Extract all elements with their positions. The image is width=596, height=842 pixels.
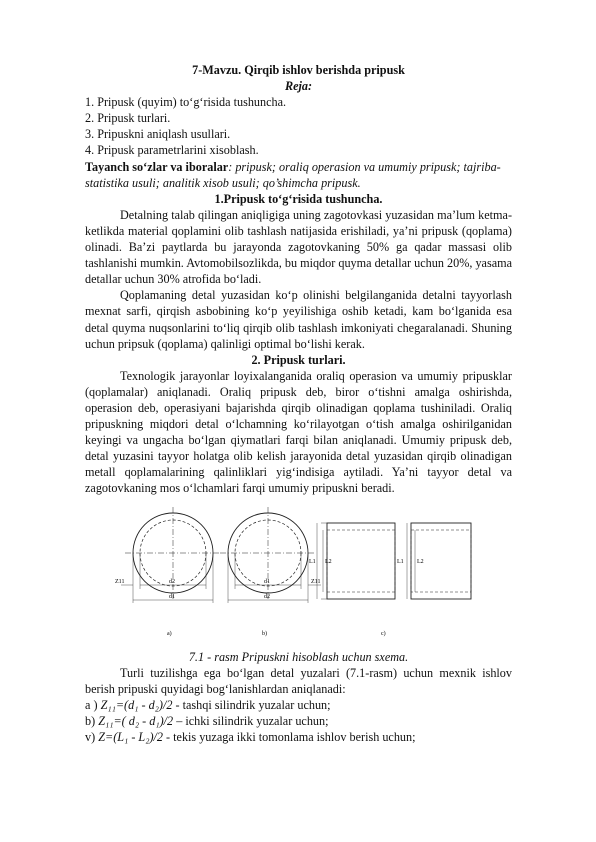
formula-expression: Z₁₁=( d₂ - d₁)/2	[98, 713, 174, 728]
formula-description: - tekis yuzaga ikki tomonlama ishlov berish uchun;	[163, 730, 416, 744]
formula-description: - tashqi silindrik yuzalar uchun;	[172, 697, 331, 712]
label-d1-a: d1	[169, 593, 175, 600]
section1-paragraph: Qoplamaning detal yuzasidan ko‘p olinishi belgilanganida detalni tayyorlash mexnat sarfi, qirqish asbobining ko‘p yeyilishiga oshib ketadi, kam bo‘lganida esa detal quyma nuqsonlarini to‘liq qirqib olib tashlash imkoniyati chegaralanadi. Shuning uchun pripsuk (qoplama) qalinligi optimal bo‘lishi kerak.	[85, 288, 512, 351]
label-d1-b: d1	[264, 578, 270, 585]
closing-paragraph: Turli tuzilishga ega bo‘lgan detal yuzalari (7.1-rasm) uchun mexnik ishlov berish pripuski quyidagi bog‘lanishlardan aniqlanadi:	[85, 665, 512, 696]
label-L1-c2: L1	[397, 558, 404, 565]
formula-description: – ichki silindrik yuzalar uchun;	[173, 713, 329, 728]
formula-prefix: a )	[85, 697, 101, 712]
label-z-b: Z11	[311, 578, 321, 585]
label-c: c)	[381, 630, 386, 637]
formula-expression: Z₁₁=(d₁ - d₂)/2	[100, 697, 173, 712]
label-a: a)	[167, 630, 172, 637]
allowance-diagram	[85, 503, 512, 643]
section1-heading: 1.Pripusk to‘g‘risida tushuncha.	[214, 191, 383, 206]
diagram-b	[220, 507, 321, 637]
formula-prefix: v)	[85, 730, 99, 744]
plan-label: Reja:	[284, 79, 313, 94]
label-b: b)	[262, 630, 267, 637]
formula-prefix: b)	[85, 713, 99, 728]
keywords-line	[85, 159, 512, 191]
page-title: 7-Mavzu. Qirqib ishlov berishda pripusk	[192, 63, 405, 77]
section2-paragraph: Texnologik jarayonlar loyixalanganida oraliq operasion va umumiy pripusklar (qoplamalar) aniqlanadi. Oraliq pripusk deb, biror o‘tishni amalga oshirishda, operasion deb, operasiyani bajarishda qirqib olinadigan qoplama tushiniladi. Oraliq pripuskning miqdori detal o‘lchamning ko‘rilayotgan o‘tish amalga oshirilganidan keyingi va ungacha bo‘lgan qiymatlari farqi bilan aniqlanadi. Umumiy pripusk deb, detal yuzasini tayyor holatga olib kelish jarayonida detal yuzasidan qirqib olinadigan metall qoplamalarining qalinliklari yig‘indisiga aytiladi. Ya’ni tayyor detal va zagotovkaning mos o‘lchamlari farqi umumiy pripuskni beradi.	[85, 368, 512, 496]
document-page	[85, 62, 512, 745]
label-L2-c: L2	[325, 558, 332, 565]
section2-heading: 2. Pripusk turlari.	[251, 352, 346, 367]
formula-line	[85, 729, 512, 745]
label-L1-c: L1	[309, 558, 316, 565]
section1-paragraph: Detalning talab qilingan aniqligiga uning zagotovkasi yuzasidan ma’lum ketma-ketlikda material qoplamini olib tashlash natijasida erishiladi, ya’ni pripusk (qoplama) olinadi. Ba’zi paytlarda bu jarayonda zagotovkaning 50% ga qadar massasi olib tashlanishi mumkin. Avtomobilsozlikda, bu miqdor quyma detallar uchun 20%, yasama detallar uchun 30% atrofida bo‘ladi.	[85, 207, 512, 287]
label-z-a: Z11	[115, 578, 125, 585]
figure-caption: 7.1 - rasm Pripuskni hisoblash uchun sxema.	[188, 649, 409, 664]
formula-line	[85, 697, 512, 713]
plan-item: 2. Pripusk turlari.	[85, 111, 171, 126]
plan-item: 1. Pripusk (quyim) to‘g‘risida tushuncha.	[85, 95, 287, 110]
formula-line	[85, 713, 512, 729]
label-d2-a: d2	[169, 578, 175, 585]
diagram-a	[115, 507, 221, 637]
plan-item: 4. Pripusk parametrlarini xisoblash.	[85, 143, 259, 158]
label-d2-b: d2	[264, 593, 270, 600]
formula-expression: Z=(L₁ - L₂)/2	[98, 730, 163, 744]
plan-item: 3. Pripuskni aniqlash usullari.	[85, 127, 231, 142]
keywords-text: : pripusk; oraliq operasion va umumiy pripusk; tajriba-statistika usuli; analitik xisob usuli; qo’shimcha pripusk.	[85, 159, 501, 190]
diagram-c	[309, 523, 471, 637]
keywords-label: Tayanch so‘zlar va iboralar	[85, 159, 229, 174]
label-L2-c2: L2	[417, 558, 424, 565]
